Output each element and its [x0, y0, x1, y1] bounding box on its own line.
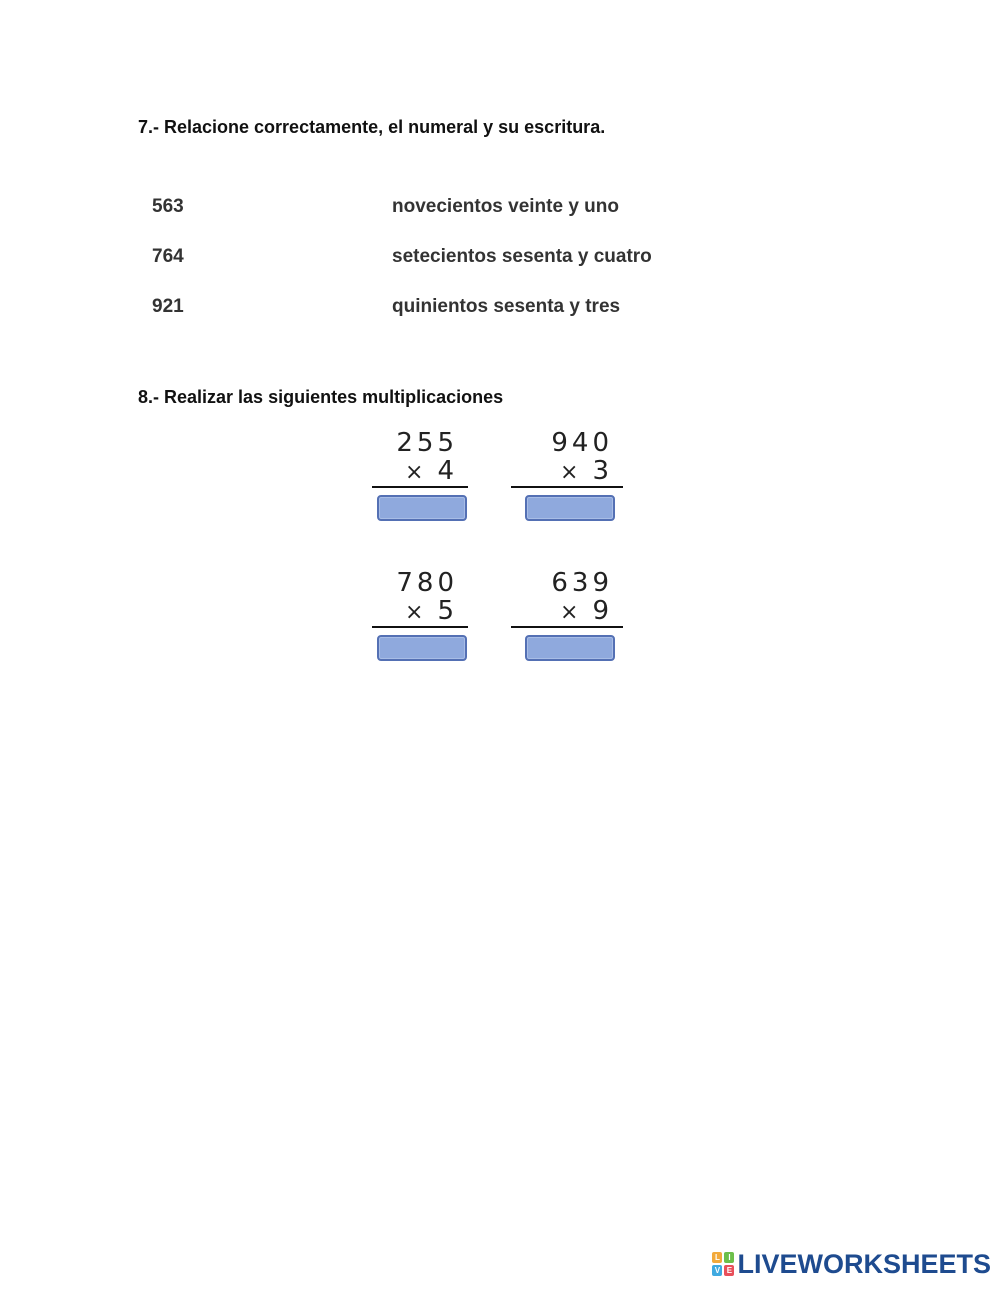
multiplier-row	[405, 597, 458, 627]
logo-letter: I	[724, 1252, 734, 1263]
logo-letter: E	[724, 1265, 734, 1276]
times-sign: ×	[560, 600, 583, 625]
answer-input[interactable]	[525, 495, 615, 521]
numeral[interactable]: 563	[152, 196, 184, 217]
match-row	[152, 296, 752, 322]
times-sign: ×	[405, 600, 428, 625]
result-line	[511, 626, 623, 628]
multiplication-problem	[372, 429, 468, 529]
logo-text: LIVEWORKSHEETS	[737, 1248, 991, 1279]
match-row	[152, 246, 752, 272]
logo-letter: L	[712, 1252, 722, 1263]
multiplication-problem	[372, 569, 468, 669]
multiplication-problem	[511, 569, 623, 669]
multiplicand: 940	[551, 428, 613, 458]
multiplier-row	[405, 457, 458, 487]
numeral[interactable]: 764	[152, 246, 184, 267]
times-sign: ×	[405, 460, 428, 485]
multiplier: 5	[437, 596, 458, 626]
multiplicand: 780	[396, 568, 458, 598]
logo-letter: V	[712, 1265, 722, 1276]
result-line	[372, 626, 468, 628]
logo-mark-icon	[712, 1252, 734, 1276]
numeral-text[interactable]: quinientos sesenta y tres	[392, 296, 621, 317]
multiplier: 3	[592, 456, 613, 486]
multiplication-problem	[511, 429, 623, 529]
question-7-title: 7.- Relacione correctamente, el numeral y su escritura.	[138, 117, 606, 137]
answer-input[interactable]	[525, 635, 615, 661]
answer-input[interactable]	[377, 495, 467, 521]
times-sign: ×	[560, 460, 583, 485]
question-8-title: 8.- Realizar las siguientes multiplicaciones	[138, 387, 504, 407]
numeral[interactable]: 921	[152, 296, 184, 317]
multiplier-row	[560, 457, 613, 487]
answer-input[interactable]	[377, 635, 467, 661]
liveworksheets-logo	[712, 1249, 991, 1279]
numeral-text[interactable]: setecientos sesenta y cuatro	[392, 246, 652, 267]
multiplier-row	[560, 597, 613, 627]
multiplier: 9	[592, 596, 613, 626]
multiplicand: 639	[551, 568, 613, 598]
result-line	[511, 486, 623, 488]
result-line	[372, 486, 468, 488]
numeral-text[interactable]: novecientos veinte y uno	[392, 196, 619, 217]
multiplicand: 255	[396, 428, 458, 458]
match-row	[152, 196, 752, 222]
multiplier: 4	[437, 456, 458, 486]
